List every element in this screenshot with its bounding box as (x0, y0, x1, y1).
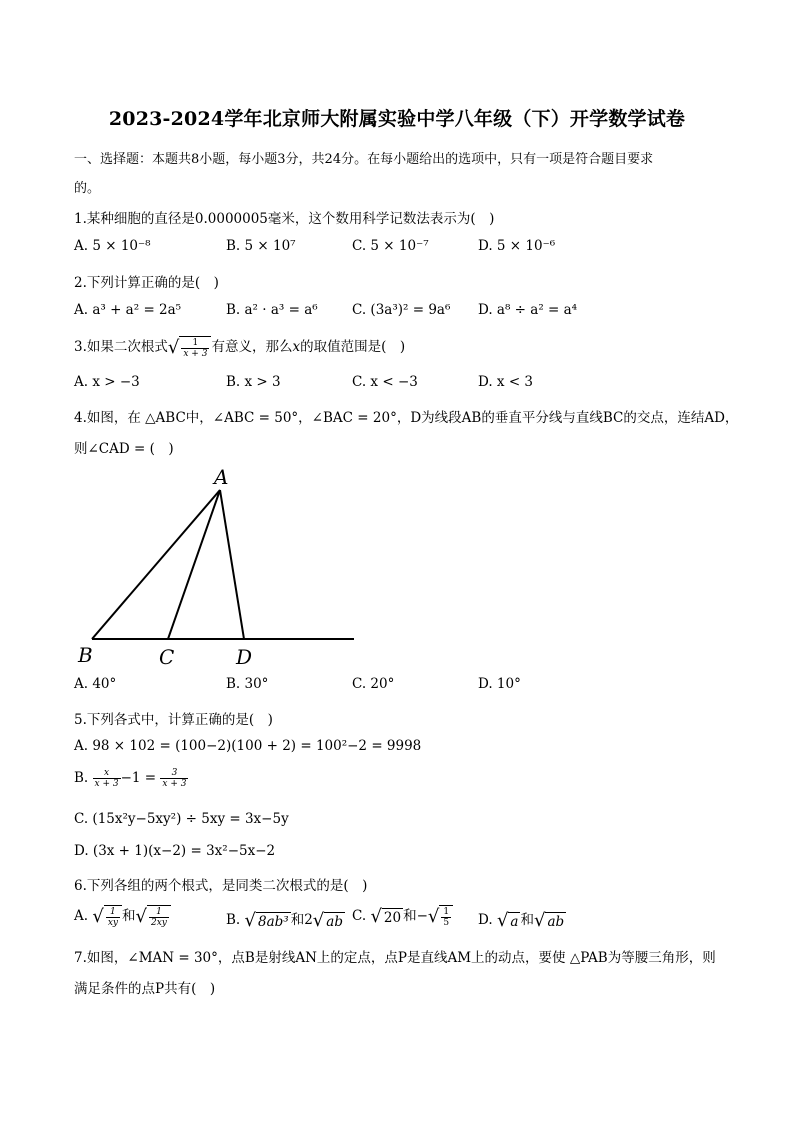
conjunction: 和2 (290, 912, 313, 928)
question-6-option-a (74, 904, 171, 928)
question-2-option-c: C. (3a³)² = 9a⁶ (352, 302, 451, 318)
question-4-option-a: A. 40° (74, 676, 117, 692)
question-3-option-c: C. x < −3 (352, 374, 418, 390)
question-3-option-a: A. x > −3 (74, 374, 140, 390)
section-heading-line2: 的。 (74, 181, 101, 196)
question-2-option-d: D. a⁸ ÷ a² = a⁴ (478, 302, 578, 318)
question-5-option-b-middle: −1 = (120, 770, 157, 786)
conjunction: 和 (520, 912, 534, 928)
segment-ac (168, 490, 220, 639)
option-label: B. (226, 912, 241, 928)
question-2-option-a: A. a³ + a² = 2a⁵ (74, 302, 182, 318)
radical: √ ab (312, 910, 343, 931)
question-5-option-a: A. 98 × 102 = (100−2)(100 + 2) = 100²−2 = 9998 (74, 738, 422, 754)
question-5-option-d: D. (3x + 1)(x−2) = 3x²−5x−2 (74, 843, 276, 859)
question-1-option-d: D. 5 × 10⁻⁶ (478, 238, 556, 254)
question-2-option-b: B. a² · a³ = a⁶ (226, 302, 318, 318)
fraction-numerator: 3 (160, 768, 188, 779)
question-3-radicand-numerator: 1 (181, 338, 209, 349)
vertex-label-d: D (236, 645, 253, 669)
option-label: C. (352, 908, 367, 924)
question-4-option-c: C. 20° (352, 676, 395, 692)
conjunction: 和 (122, 908, 136, 924)
question-4-option-d: D. 10° (478, 676, 521, 692)
segment-ab (92, 490, 220, 639)
question-3-stem-part2: 有意义，那么 (211, 339, 293, 355)
radical: √ a (496, 910, 519, 931)
question-5-stem: 5.下列各式中，计算正确的是( ) (74, 712, 273, 728)
question-3-radical: √ $\frac{1}{x + 3}$ (168, 336, 212, 359)
vertex-label-b: B (78, 643, 93, 667)
fraction-numerator: x (93, 768, 121, 779)
question-1-option-b: B. 5 × 10⁷ (226, 238, 296, 254)
question-7-stem-line1: 7.如图，∠MAN = 30°，点B是射线AN上的定点，点P是直线AM上的动点，要使 △PAB为等腰三角形，则 (74, 950, 716, 966)
question-2-stem: 2.下列计算正确的是( ) (74, 275, 219, 291)
radical: √ ab (533, 910, 565, 931)
question-3-variable: x (292, 339, 301, 355)
triangle-figure (76, 462, 366, 672)
radical: √ 20 (370, 906, 402, 927)
fraction-denominator: 5 (443, 918, 450, 928)
question-1-option-c: C. 5 × 10⁻⁷ (352, 238, 429, 254)
vertex-label-c: C (159, 645, 175, 669)
radicand: 8ab³ (258, 913, 289, 930)
fraction-numerator: 1 (443, 907, 450, 917)
question-4-stem-line2: 则∠CAD = ( ) (74, 441, 174, 457)
question-3-stem (74, 335, 405, 359)
radical: √ $\frac{1}{5}$ (428, 905, 453, 928)
section-heading-line1: 一、选择题：本题共8小题，每小题3分，共24分。在每小题给出的选项中，只有一项是符合题目要求 (74, 152, 654, 167)
question-3-radicand-denominator: x + 3 (183, 349, 208, 359)
question-6-option-d (478, 908, 566, 931)
fraction-denominator: x + 3 (162, 779, 187, 789)
question-4-stem-line1: 4.如图，在 △ABC中，∠ABC = 50°，∠BAC = 20°，D为线段AB的垂直平分线与直线BC的交点，连结AD， (74, 410, 739, 426)
radicand: 20 (383, 909, 402, 926)
question-6-option-b (226, 908, 345, 931)
fraction-denominator: x + 3 (94, 779, 119, 789)
question-5-option-c: C. (15x²y−5xy²) ÷ 5xy = 3x−5y (74, 811, 289, 827)
radicand: ab (326, 913, 343, 930)
question-1-option-a: A. 5 × 10⁻⁸ (74, 238, 151, 254)
fraction-3-over-x-plus-3 (160, 768, 188, 789)
question-3-option-d: D. x < 3 (478, 374, 534, 390)
question-3-stem-part3: 的取值范围是( ) (300, 339, 406, 355)
fraction-numerator: 1 (106, 907, 120, 918)
option-label: D. (478, 912, 493, 928)
question-3-stem-part1: 3.如果二次根式 (74, 339, 168, 355)
fraction-denominator: xy (107, 918, 118, 928)
page-title: 2023-2024学年北京师大附属实验中学八年级（下）开学数学试卷 (108, 108, 686, 130)
radical: √ $\frac{1}{2xy}$ (136, 905, 171, 928)
question-5-option-b (74, 768, 188, 789)
question-4-option-b: B. 30° (226, 676, 269, 692)
radical: √ $\frac{1}{xy}$ (92, 905, 122, 928)
question-4-figure (76, 462, 366, 676)
question-5-option-b-label: B. (74, 770, 89, 786)
question-6-stem: 6.下列各组的两个根式，是同类二次根式的是( ) (74, 878, 368, 894)
fraction-numerator: 1 (149, 907, 169, 918)
radicand: a (510, 913, 519, 930)
radical: √ 8ab³ (244, 910, 289, 931)
conjunction: 和− (403, 908, 428, 924)
fraction-x-over-x-plus-3 (93, 768, 121, 789)
vertex-label-a: A (214, 465, 229, 489)
radicand: ab (547, 913, 565, 930)
fraction-denominator: 2xy (150, 918, 167, 928)
question-7-stem-line2: 满足条件的点P共有( ) (74, 981, 216, 997)
question-6-option-c (352, 904, 453, 928)
question-1-stem: 1.某种细胞的直径是0.0000005毫米，这个数用科学记数法表示为( ) (74, 211, 495, 227)
segment-ad (220, 490, 244, 639)
option-label: A. (74, 908, 89, 924)
question-3-option-b: B. x > 3 (226, 374, 281, 390)
